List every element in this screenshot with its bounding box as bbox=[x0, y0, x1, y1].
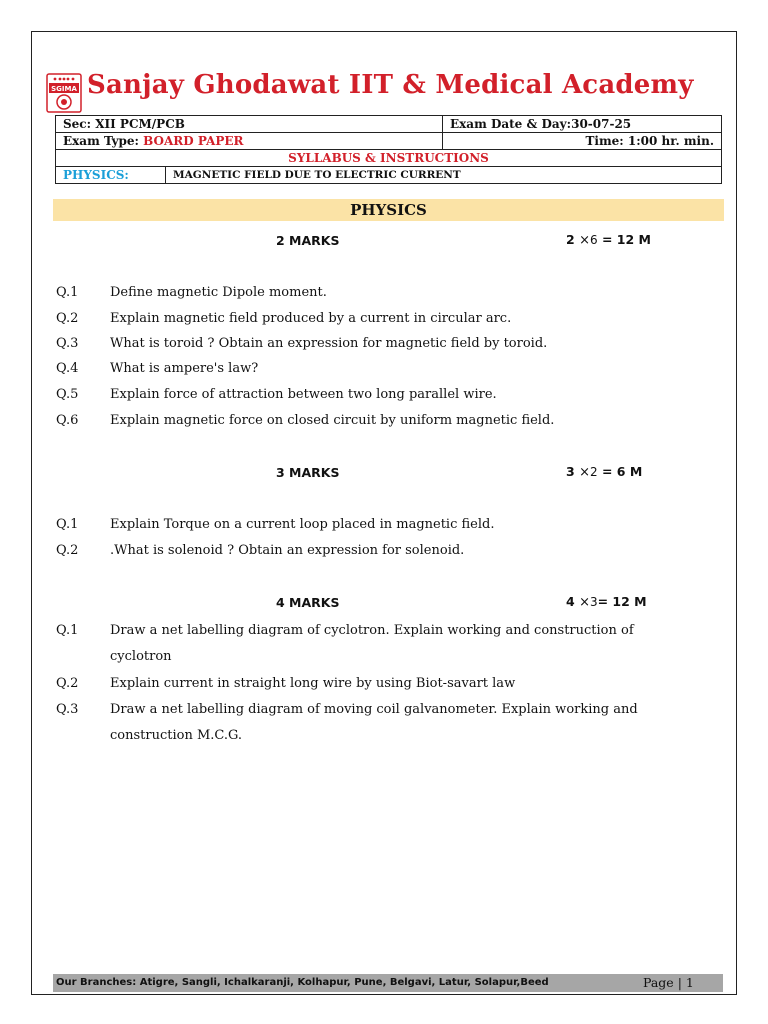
question-text: What is ampere's law? bbox=[110, 361, 259, 376]
subject-title-band: PHYSICS bbox=[53, 199, 724, 221]
question-number: Q.3 bbox=[56, 702, 79, 717]
calc-multiplier: 2 bbox=[566, 232, 580, 247]
calc-total: = 12 M bbox=[597, 232, 651, 247]
question-number: Q.2 bbox=[56, 543, 79, 558]
section-heading-4-marks: 4 MARKS bbox=[276, 595, 340, 610]
question-number: Q.6 bbox=[56, 413, 79, 428]
question-number: Q.2 bbox=[56, 311, 79, 326]
calc-total: = 6 M bbox=[597, 464, 643, 479]
times-symbol: × bbox=[579, 465, 590, 480]
section-cell: Sec: XII PCM/PCB bbox=[56, 116, 443, 133]
page-indicator bbox=[643, 974, 694, 992]
calc-multiplier: 3 bbox=[566, 464, 580, 479]
question-number: Q.2 bbox=[56, 676, 79, 691]
times-symbol: × bbox=[579, 595, 590, 610]
question-text: Explain force of attraction between two long parallel wire. bbox=[110, 387, 497, 402]
calc-count: 3 bbox=[589, 595, 598, 609]
question-number: Q.1 bbox=[56, 285, 79, 300]
chapter-name: MAGNETIC FIELD DUE TO ELECTRIC CURRENT bbox=[173, 169, 461, 181]
question-number: Q.1 bbox=[56, 623, 79, 638]
question-text: Explain magnetic field produced by a current in circular arc. bbox=[110, 311, 512, 326]
calc-count: 6 bbox=[589, 233, 598, 247]
question-text: .What is solenoid ? Obtain an expression for solenoid. bbox=[110, 543, 465, 558]
exam-date-cell bbox=[443, 116, 722, 133]
exam-type-label: Exam Type: bbox=[63, 134, 144, 148]
question-number: Q.3 bbox=[56, 336, 79, 351]
footer-bar bbox=[53, 974, 723, 992]
marks-calculation-2 bbox=[566, 232, 651, 248]
question-text: Draw a net labelling diagram of moving coil galvanometer. Explain working and construction M.C.G. bbox=[110, 702, 638, 743]
question-text: Explain magnetic force on closed circuit by uniform magnetic field. bbox=[110, 413, 555, 428]
page-label: Page bbox=[643, 975, 674, 990]
question-number: Q.5 bbox=[56, 387, 79, 402]
exam-date-label: Exam Date & Day: bbox=[450, 117, 572, 131]
question-text: Define magnetic Dipole moment. bbox=[110, 285, 327, 300]
footer-branches: Our Branches: Atigre, Sangli, Ichalkaranji, Kolhapur, Pune, Belgavi, Latur, Solapur,Beed bbox=[56, 977, 549, 988]
times-symbol: × bbox=[579, 233, 590, 248]
calc-multiplier: 4 bbox=[566, 594, 580, 609]
question-text: Explain Torque on a current loop placed in magnetic field. bbox=[110, 517, 495, 532]
academy-logo bbox=[46, 73, 82, 113]
exam-date-value: 30-07-25 bbox=[571, 117, 632, 131]
syllabus-heading: SYLLABUS & INSTRUCTIONS bbox=[56, 150, 722, 167]
page-separator: | bbox=[677, 975, 682, 990]
question-text: Explain current in straight long wire by using Biot-savart law bbox=[110, 676, 516, 691]
academy-name: Sanjay Ghodawat IIT & Medical Academy bbox=[87, 70, 694, 100]
section-heading-3-marks: 3 MARKS bbox=[276, 465, 340, 480]
calc-total: = 12 M bbox=[597, 594, 647, 609]
question-number: Q.4 bbox=[56, 361, 79, 376]
page-number: 1 bbox=[685, 975, 694, 990]
question-text: What is toroid ? Obtain an expression for magnetic field by toroid. bbox=[110, 336, 548, 351]
marks-calculation-3 bbox=[566, 464, 642, 480]
exam-info-table bbox=[55, 115, 722, 184]
subject-row bbox=[56, 167, 722, 184]
marks-calculation-4 bbox=[566, 594, 647, 610]
calc-count: 2 bbox=[589, 465, 598, 479]
subject-label: PHYSICS: bbox=[56, 167, 166, 183]
svg-text:SGIMA: SGIMA bbox=[51, 85, 77, 93]
exam-type-value: BOARD PAPER bbox=[143, 134, 244, 148]
section-heading-2-marks: 2 MARKS bbox=[276, 233, 340, 248]
exam-time-cell: Time: 1:00 hr. min. bbox=[443, 133, 722, 150]
exam-type-cell bbox=[56, 133, 443, 150]
question-number: Q.1 bbox=[56, 517, 79, 532]
question-text: Draw a net labelling diagram of cyclotron. Explain working and construction of cyclotron bbox=[110, 623, 634, 664]
